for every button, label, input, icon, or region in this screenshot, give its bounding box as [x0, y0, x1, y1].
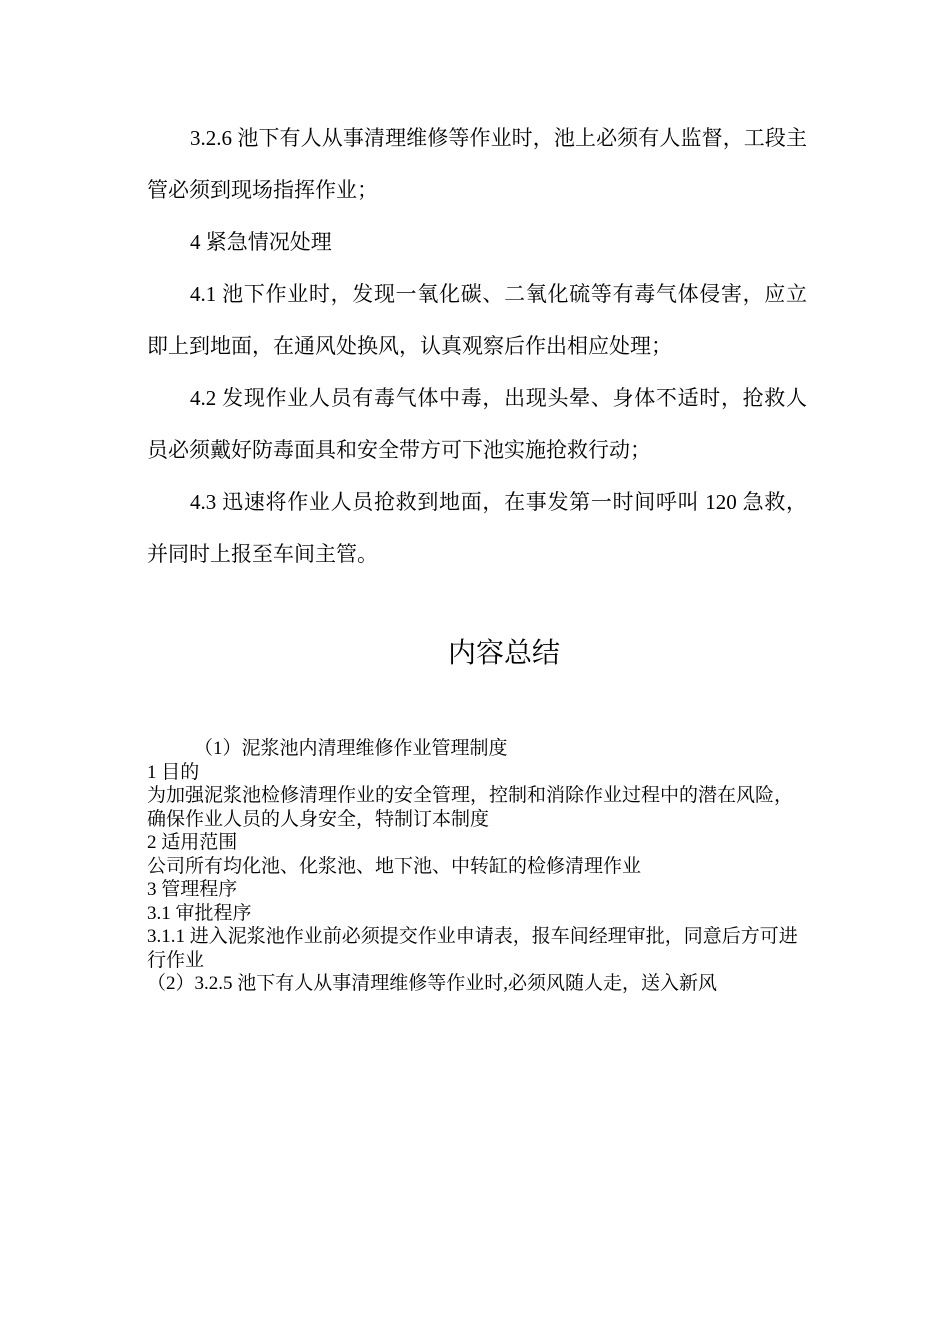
- summary-title: 内容总结: [447, 638, 560, 669]
- summary-line: 为加强泥浆池检修清理作业的安全管理，控制和消除作业过程中的潜在风险，确保作业人员的人身安全，特制订本制度: [147, 785, 794, 830]
- summary-line: 3.1 审批程序: [147, 902, 252, 924]
- summary-line: （1）泥浆池内清理维修作业管理制度: [194, 738, 508, 759]
- paragraph-4-2: 4.2 发现作业人员有毒气体中毒，出现头晕、身体不适时，抢救人员必须戴好防毒面具和安全带方可下池实施抢救行动；: [147, 386, 807, 462]
- summary-line: 公司所有均化池、化浆池、地下池、中转缸的检修清理作业: [147, 855, 642, 877]
- summary-line: （2）3.2.5 池下有人从事清理维修等作业时,必须风随人走，送入新风: [147, 973, 718, 994]
- summary-section: [147, 737, 807, 996]
- body-section: [147, 112, 807, 580]
- summary-line: 3 管理程序: [147, 879, 238, 900]
- paragraph-4-1: 4.1 池下作业时，发现一氧化碳、二氧化硫等有毒气体侵害，应立即上到地面，在通风处换风，认真观察后作出相应处理；: [147, 282, 807, 358]
- summary-line: 1 目的: [147, 761, 200, 783]
- heading-emergency-handling: 4 紧急情况处理: [190, 230, 332, 254]
- paragraph-4-3: 4.3 迅速将作业人员抢救到地面，在事发第一时间呼叫 120 急救，并同时上报至车间主管。: [147, 490, 807, 566]
- summary-line: 2 适用范围: [147, 832, 238, 853]
- paragraph-3-2-6: 3.2.6 池下有人从事清理维修等作业时，池上必须有人监督，工段主管必须到现场指挥作业；: [147, 126, 807, 202]
- summary-line: 3.1.1 进入泥浆池作业前必须提交作业申请表，报车间经理审批，同意后方可进行作业: [147, 926, 798, 971]
